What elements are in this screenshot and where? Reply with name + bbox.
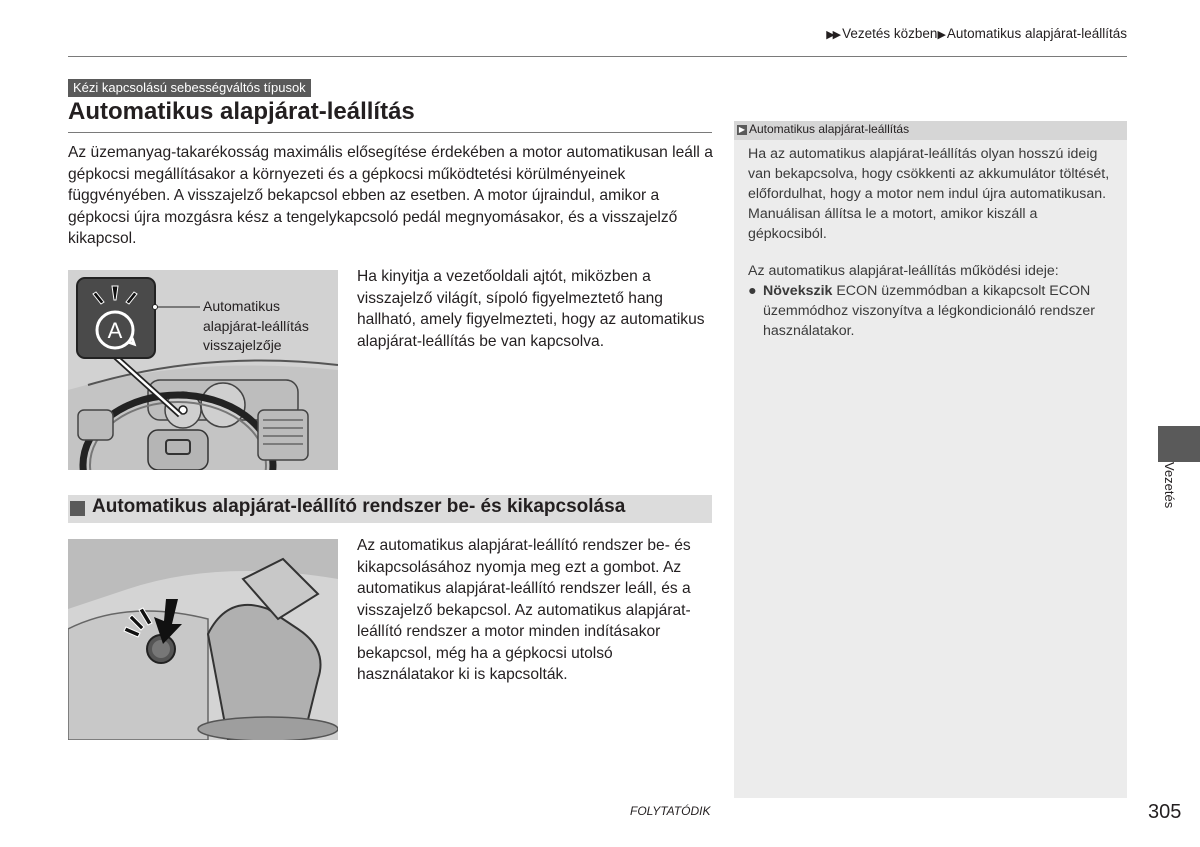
sidebar-note-duration: Az automatikus alapjárat-leállítás működési ideje: bbox=[748, 263, 1059, 279]
caption-line-2: alapjárat-leállítás bbox=[203, 317, 309, 334]
figure-caption bbox=[203, 297, 309, 356]
chapter-tab[interactable] bbox=[1158, 426, 1200, 462]
caption-line-3: visszajelzője bbox=[203, 337, 282, 353]
bullet-text bbox=[763, 281, 1113, 341]
breadcrumb-item-driving[interactable]: Vezetés közben bbox=[842, 26, 938, 41]
sidebar-arrow-icon: ▶ bbox=[738, 125, 746, 134]
section-title: Automatikus alapjárat-leállító rendszer be- és kikapcsolása bbox=[92, 496, 626, 517]
idle-stop-indicator-icon: A bbox=[107, 318, 123, 343]
bullet-icon: ● bbox=[748, 283, 757, 299]
intro-paragraph: Az üzemanyag-takarékosság maximális elősegítése érdekében a motor automatikusan leáll a gépkocsi megállításakor a környezeti és a gépkocsi működtetési körülményeinek függvényében. A visszajelző bekapcsol ebben az esetben. A motor újraindul, amikor a gépkocsi újra mozgásra kész a tengelykapcsoló pedál megnyomásakor, és a visszajelző kikapcsol. bbox=[68, 144, 713, 247]
title-divider bbox=[68, 132, 712, 133]
caption-line-1: Automatikus bbox=[203, 298, 281, 314]
sidebar-heading bbox=[737, 122, 909, 136]
breadcrumb-item-idle-stop[interactable]: Automatikus alapjárat-leállítás bbox=[946, 26, 1127, 41]
console-drawing bbox=[68, 539, 338, 740]
chapter-tab-label: Vezetés bbox=[1162, 462, 1177, 509]
page-number: 305 bbox=[1148, 801, 1182, 823]
page-title: Automatikus alapjárat-leállítás bbox=[68, 98, 415, 125]
section-square-icon bbox=[70, 501, 85, 516]
door-warning-paragraph: Ha kinyitja a vezetőoldali ajtót, miközben a visszajelző világít, sípoló figyelmeztető hang hallható, amely figyelmezteti, hogy az automatikus alapjárat-leállítás be van kapcsolva. bbox=[357, 268, 705, 350]
breadcrumb-arrow-icon: ▶ bbox=[937, 29, 944, 41]
sidebar-heading-text: Automatikus alapjárat-leállítás bbox=[749, 122, 910, 136]
category-tag: Kézi kapcsolású sebességváltós típusok bbox=[68, 79, 311, 97]
sidebar-note-battery: Ha az automatikus alapjárat-leállítás olyan hosszú ideig van bekapcsolva, hogy csökkenti az akkumulátor töltését, előfordulhat, hogy a motor nem indul újra automatikusan. Manuálisan állítsa le a motort, amikor kiszáll a gépkocsiból. bbox=[748, 146, 1110, 242]
bullet-rest: ECON üzemmódban a kikapcsolt ECON üzemmódhoz viszonyítva a légkondicionáló rendszer használatakor. bbox=[763, 283, 1096, 339]
bullet-bold-word: Növekszik bbox=[763, 283, 833, 299]
breadcrumb bbox=[826, 26, 1127, 41]
header-divider bbox=[68, 56, 1127, 57]
button-paragraph: Az automatikus alapjárat-leállító rendszer be- és kikapcsolásához nyomja meg ezt a gombot. Az automatikus alapjárat-leállító rendszer leáll, és a visszajelző bekapcsol. Az automatikus alapjárat-leállító rendszer a motor minden indításakor bekapcsol, még ha a gépkocsi utolsó használatakor ki is kapcsolták. bbox=[357, 537, 691, 683]
breadcrumb-arrows-icon: ▶▶ bbox=[826, 29, 840, 41]
idle-stop-button-illustration bbox=[68, 539, 338, 740]
continued-label: FOLYTATÓDIK bbox=[630, 804, 711, 818]
